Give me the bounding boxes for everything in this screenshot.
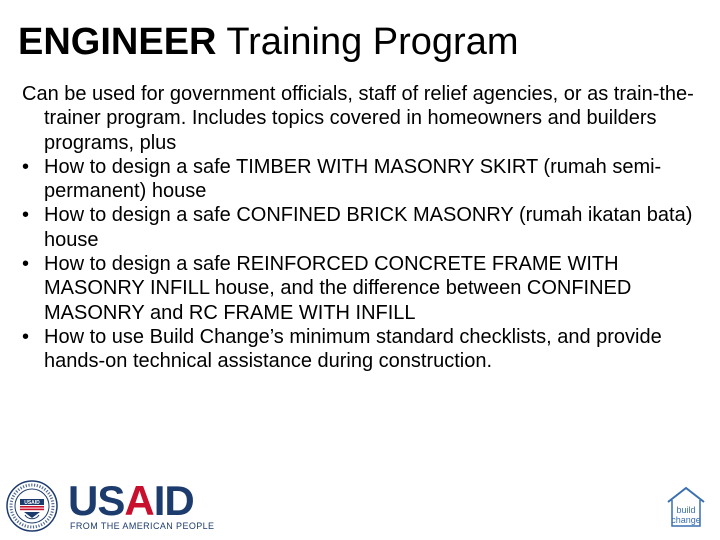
bullet-dot-icon: • [22,253,30,276]
bullet-text: How to design a safe REINFORCED CONCRETE FRAME WITH MASONRY INFILL house, and the difference between CONFINED MASONRY and RC FRAME WITH INFILL [44,253,632,324]
usaid-word-us: US [68,477,125,524]
bullet-dot-icon: • [22,155,30,178]
bullet-dot-icon: • [22,325,30,348]
bullet-list [22,155,702,374]
bullet-text: How to design a safe CONFINED BRICK MASONRY (rumah ikatan bata) house [44,204,693,251]
bullet-dot-icon: • [22,204,30,227]
bullet-item [22,203,702,252]
title-strong: ENGINEER [18,21,217,63]
bullet-text: How to design a safe TIMBER WITH MASONRY SKIRT (rumah semi-permanent) house [44,155,662,203]
title-rest: Training Program [216,21,519,63]
usaid-word-id: ID [153,477,194,524]
usaid-wordmark [68,477,194,524]
bullet-item [22,325,702,374]
usaid-word-a: A [124,477,154,524]
slide-body [22,82,702,374]
slide-title [18,18,519,66]
bullet-text: How to use Build Change’s minimum standard checklists, and provide hands-on technical assistance during construction. [44,325,662,373]
usaid-tagline: FROM THE AMERICAN PEOPLE [70,521,215,531]
bullet-item [22,252,702,325]
usaid-seal-icon [6,480,58,532]
bullet-item [22,155,702,204]
build-change-line1: build [676,505,696,515]
build-change-line2: change [671,515,701,525]
build-change-logo-icon [664,484,708,528]
intro-paragraph: Can be used for government officials, staff of relief agencies, or as train-the-trainer program. Includes topics covered in homeowners and builders programs, plus [22,83,694,154]
seal-text: USAID [24,500,40,506]
